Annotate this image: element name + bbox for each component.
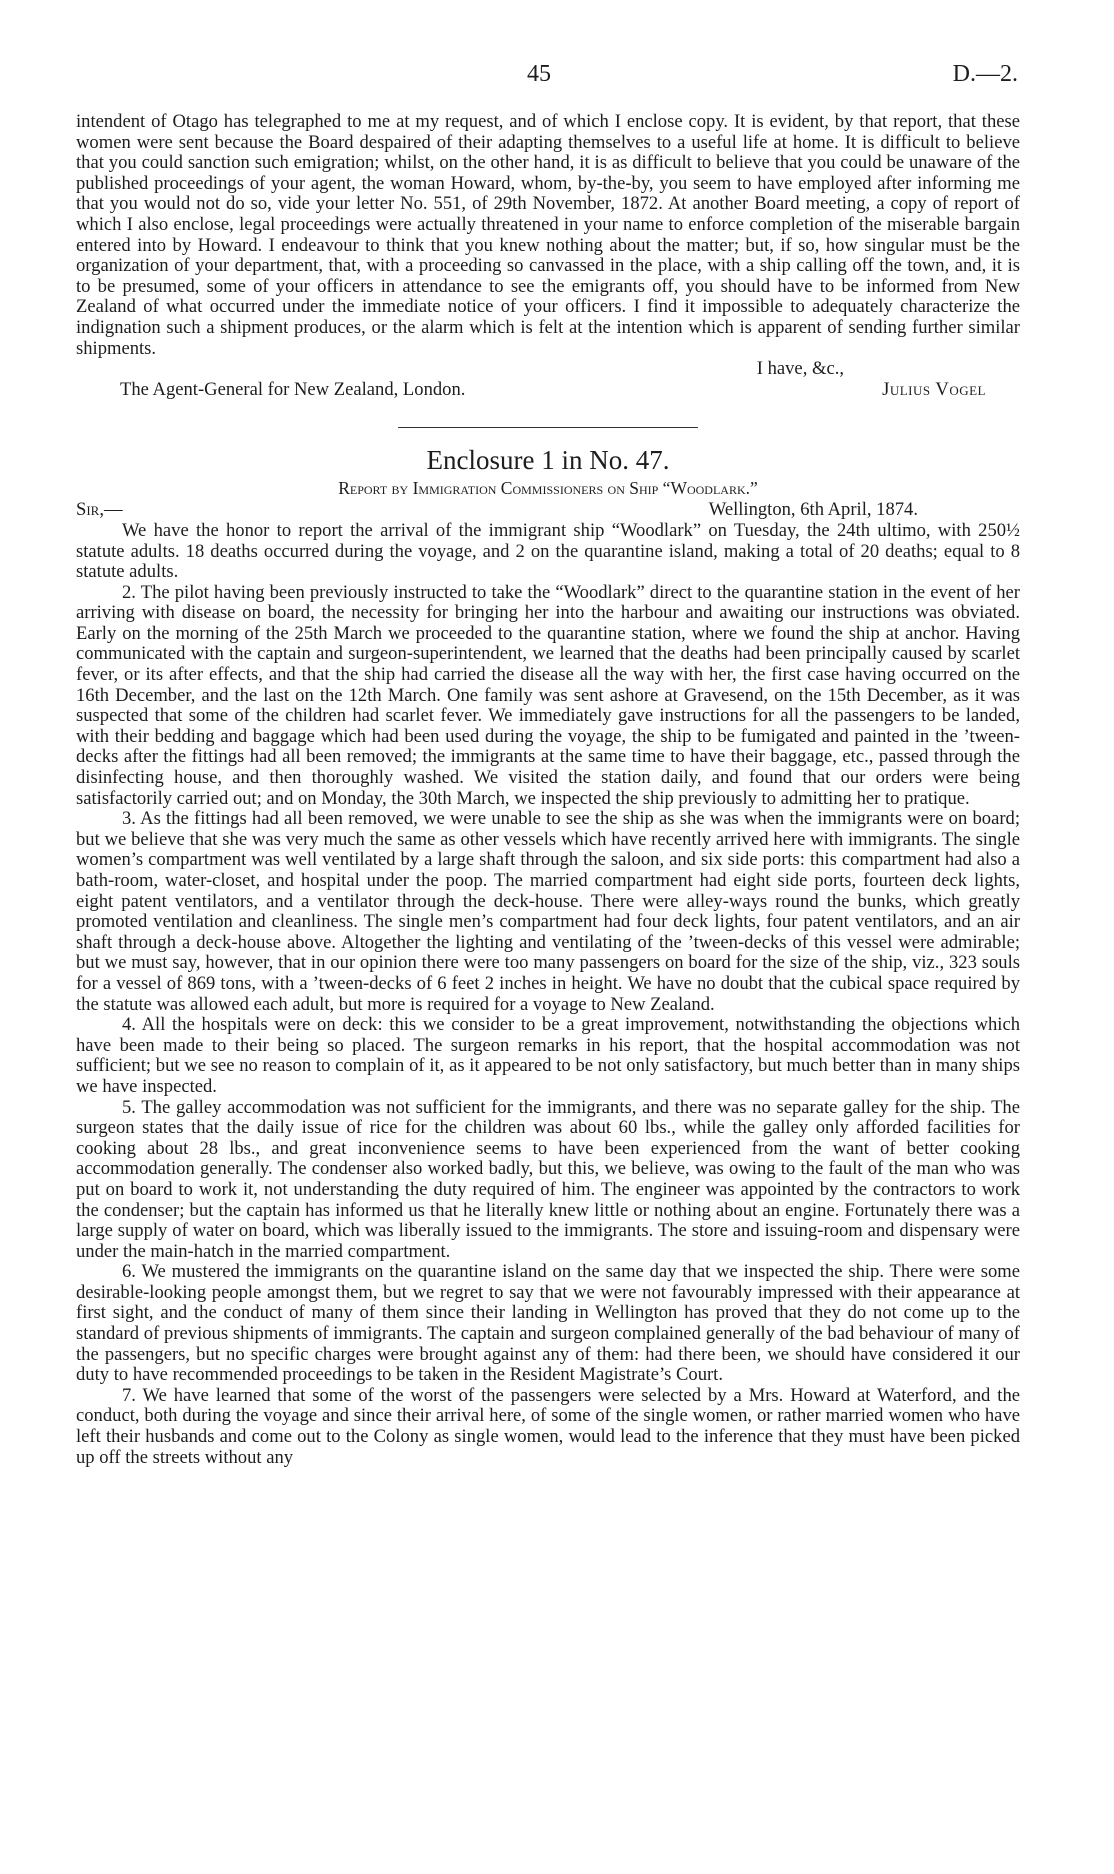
section-divider — [398, 427, 698, 428]
letter-closing: I have, &c., — [756, 358, 844, 380]
page-number: 45 — [527, 61, 551, 87]
text-column — [76, 112, 1020, 1468]
salutation: Sir,— — [76, 499, 123, 521]
report-date: Wellington, 6th April, 1874. — [708, 499, 918, 521]
enclosure-subtitle: Report by Immigration Commissioners on Ship “Woodlark.” — [338, 478, 758, 499]
document-reference: D.—2. — [952, 61, 1018, 87]
salutation-row — [76, 500, 1020, 521]
report-paragraph: 2. The pilot having been previously instructed to take the “Woodlark” direct to the quarantine station in the event of her arriving with disease on board, the necessity for bringing her into the harbour and awaiting our instructions was obviated. Early on the morning of the 25th March we proceeded to the quarantine station, where we found the ship at anchor. Having communicated with the captain and surgeon-superintendent, we learned that the deaths had been principally caused by scarlet fever, or its after effects, and that the ship had carried the disease all the way with her, the first case having occurred on the 16th December, and the last on the 12th March. One family was sent ashore at Gravesend, on the 15th December, as it was suspected that some of the children had scarlet fever. We immediately gave instructions for all the passengers to be landed, with their bedding and baggage which had been used during the voyage, the ship to be fumigated and painted in the ’tween-decks after the fittings had all been removed; the immigrants at the same time to have their baggage, etc., passed through the disinfecting house, and then thoroughly washed. We visited the station daily, and found that our orders were being satisfactorily carried out; and on Monday, the 30th March, we inspected the ship previously to admitting her to pratique. — [76, 581, 1020, 809]
report-paragraph: We have the honor to report the arrival of the immigrant ship “Woodlark” on Tuesday, the 24th ultimo, with 250½ statute adults. 18 deaths occurred during the voyage, and 2 on the quarantine island, making a total of 20 deaths; equal to 8 statute adults. — [76, 519, 1020, 583]
report-paragraph: 3. As the fittings had all been removed, we were unable to see the ship as she was when the immigrants were on board; but we believe that she was very much the same as other vessels which have recently arrived here with immigrants. The single women’s compartment was well ventilated by a large shaft through the saloon, and six side ports: this compartment had also a bath-room, water-closet, and hospital under the poop. The married compartment had eight side ports, fourteen deck lights, eight patent ventilators, and a ventilator through the deck-house. There were alley-ways round the bunks, which greatly promoted ventilation and cleanliness. The single men’s compartment had four deck lights, four patent ventilators, and an air shaft through a deck-house above. Altogether the lighting and ventilating of the ’tween-decks of this vessel were admirable; but we must say, however, that in our opinion there were too many passengers on board for the size of the ship, viz., 323 souls for a vessel of 869 tons, with a ’tween-decks of 6 feet 2 inches in height. We have no doubt that the cubical space required by the statute was allowed each adult, but more is required for a voyage to New Zealand. — [76, 808, 1020, 1015]
letter-paragraph: intendent of Otago has telegraphed to me at my request, and of which I enclose copy. It is evident, by that report, that these women were sent because the Board despaired of their adapting themselves to a useful life at home. It is difficult to believe that you could sanction such emigration; whilst, on the other hand, it is as difficult to believe that you could be unaware of the published proceedings of your agent, the woman Howard, whom, by-the-by, you seem to have employed after informing me that you would not do so, vide your letter No. 551, of 29th November, 1872. At another Board meeting, a copy of report of which I also enclose, legal proceedings were actually threatened in your name to enforce completion of the miserable bargain entered into by Howard. I endeavour to think that you knew nothing about the matter; but, if so, how singular must be the organization of your department, that, with a proceeding so canvassed in the place, with a ship calling off the town, and, it is to be presumed, some of your officers in attendance to see the emigrants off, you should have to be informed from New Zealand of what occurred under the immediate notice of your officers. I find it impossible to adequately characterize the indignation such a shipment produces, or the alarm which is felt at the intention which is apparent of sending further similar shipments. — [76, 111, 1020, 359]
report-paragraph: 4. All the hospitals were on deck: this we consider to be a great improvement, notwithstanding the objections which have been made to their being so placed. The surgeon remarks in his report, that the hospital accommodation was not sufficient; but we see no reason to complain of it, as it appeared to be not only satisfactory, but much better than in many ships we have inspected. — [76, 1014, 1020, 1097]
signature-row — [76, 380, 1020, 401]
letter-signature: Julius Vogel — [882, 378, 986, 400]
report-paragraph: 7. We have learned that some of the worst of the passengers were selected by a Mrs. Howard at Waterford, and the conduct, both during the voyage and since their arrival here, of some of the single women, or rather married women who have left their husbands and come out to the Colony as single women, would lead to the inference that they must have been picked up off the streets without any — [76, 1384, 1020, 1468]
report-paragraph: 5. The galley accommodation was not sufficient for the immigrants, and there was no separate galley for the ship. The surgeon states that the daily issue of rice for the children was about 60 lbs., while the galley only afforded facilities for cooking about 28 lbs., and great inconvenience seems to have been experienced from the want of better cooking accommodation generally. The condenser also worked badly, but this, we believe, was owing to the fault of the man who was put on board to work it, not understanding the duty required of him. The engineer was appointed by the contractors to work the condenser; but the captain has informed us that he literally knew little or nothing about an engine. Fortunately there was a large supply of water on board, which was liberally issued to the immigrants. The store and issuing-room and dispensary were under the main-hatch in the married compartment. — [76, 1096, 1020, 1262]
page-header — [0, 61, 1114, 94]
report-paragraph: 6. We mustered the immigrants on the quarantine island on the same day that we inspected the ship. There were some desirable-looking people amongst them, but we regret to say that we were not favourably impressed with their appearance at first sight, and the conduct of many of them since their landing in Wellington has proved that they do not come up to the standard of previous shipments of immigrants. The captain and surgeon complained generally of the bad behaviour of many of the passengers, but no specific charges were brought against any of them: had there been, we should have considered it our duty to have recommended proceedings to be taken in the Resident Magistrate’s Court. — [76, 1261, 1020, 1386]
letter-addressee: The Agent-General for New Zealand, London. — [120, 378, 466, 400]
enclosure-title: Enclosure 1 in No. 47. — [426, 445, 670, 476]
